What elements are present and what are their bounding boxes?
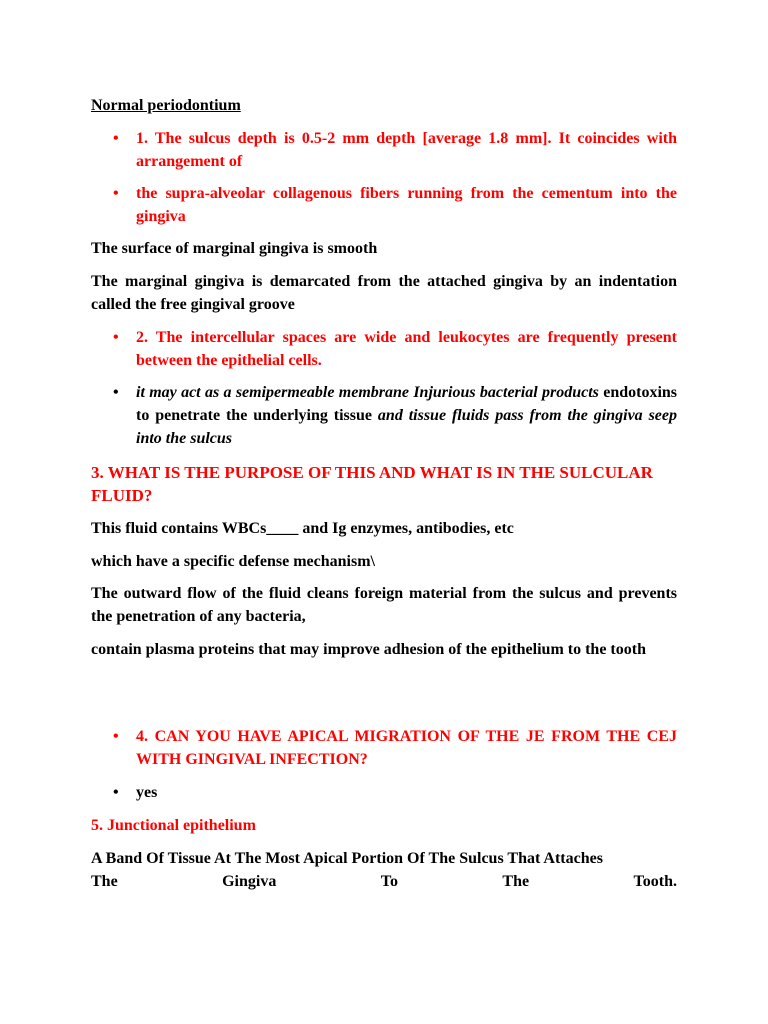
bullet-marker: • <box>113 384 119 401</box>
bullet-marker: • <box>113 185 119 202</box>
bullet-answer-yes: yes <box>136 784 158 801</box>
bullet-supra-alveolar-fibers: the supra-alveolar collagenous fibers running from the cementum into the gingiva <box>136 185 677 225</box>
paragraph-junctional-epithelium-definition <box>91 847 677 893</box>
bullet-marker: • <box>113 130 119 147</box>
bullet-sulcus-depth: 1. The sulcus depth is 0.5-2 mm depth [average 1.8 mm]. It coincides with arrangement of <box>136 130 677 170</box>
bullet-apical-migration-question: 4. CAN YOU HAVE APICAL MIGRATION OF THE JE FROM THE CEJ WITH GINGIVAL INFECTION? <box>136 728 677 768</box>
plain-text: endotoxins to penetrate the underlying tissue <box>136 384 678 424</box>
paragraph-plasma-proteins: contain plasma proteins that may improve adhesion of the epithelium to the tooth <box>91 641 646 658</box>
definition-line-1 <box>91 847 677 870</box>
italic-text: it may act as a semipermeable membrane Injurious bacterial products <box>136 384 599 401</box>
bullet-marker: • <box>113 784 119 801</box>
bullet-marker: • <box>113 728 119 745</box>
definition-word: The <box>502 873 530 890</box>
bullet-intercellular-spaces: 2. The intercellular spaces are wide and leukocytes are frequently present between the epithelial cells. <box>136 329 677 369</box>
paragraph-fluid-contents: This fluid contains WBCs____ and Ig enzymes, antibodies, etc <box>91 520 514 537</box>
question-3-heading: 3. WHAT IS THE PURPOSE OF THIS AND WHAT IS IN THE SULCULAR FLUID? <box>91 463 653 505</box>
definition-text: A Band Of Tissue At The Most Apical Portion Of The Sulcus That Attaches <box>91 850 603 867</box>
definition-word: Gingiva <box>222 873 277 890</box>
section-5-heading: 5. Junctional epithelium <box>91 817 256 834</box>
definition-word: The <box>91 873 118 890</box>
bullet-semipermeable-membrane <box>136 381 677 450</box>
paragraph-marginal-gingiva-smooth: The surface of marginal gingiva is smooth <box>91 240 378 257</box>
definition-word: Tooth. <box>633 873 677 890</box>
paragraph-outward-flow: The outward flow of the fluid cleans foreign material from the sulcus and prevents the penetration of any bacteria, <box>91 585 677 625</box>
page-title: Normal periodontium <box>91 97 241 114</box>
bullet-marker: • <box>113 329 119 346</box>
paragraph-defense-mechanism: which have a specific defense mechanism\ <box>91 553 375 570</box>
italic-text: and tissue fluids pass from the gingiva seep into the sulcus <box>136 407 677 447</box>
definition-line-2 <box>91 870 677 893</box>
paragraph-free-gingival-groove: The marginal gingiva is demarcated from the attached gingiva by an indentation called the free gingival groove <box>91 273 677 313</box>
definition-word: To <box>380 873 398 890</box>
